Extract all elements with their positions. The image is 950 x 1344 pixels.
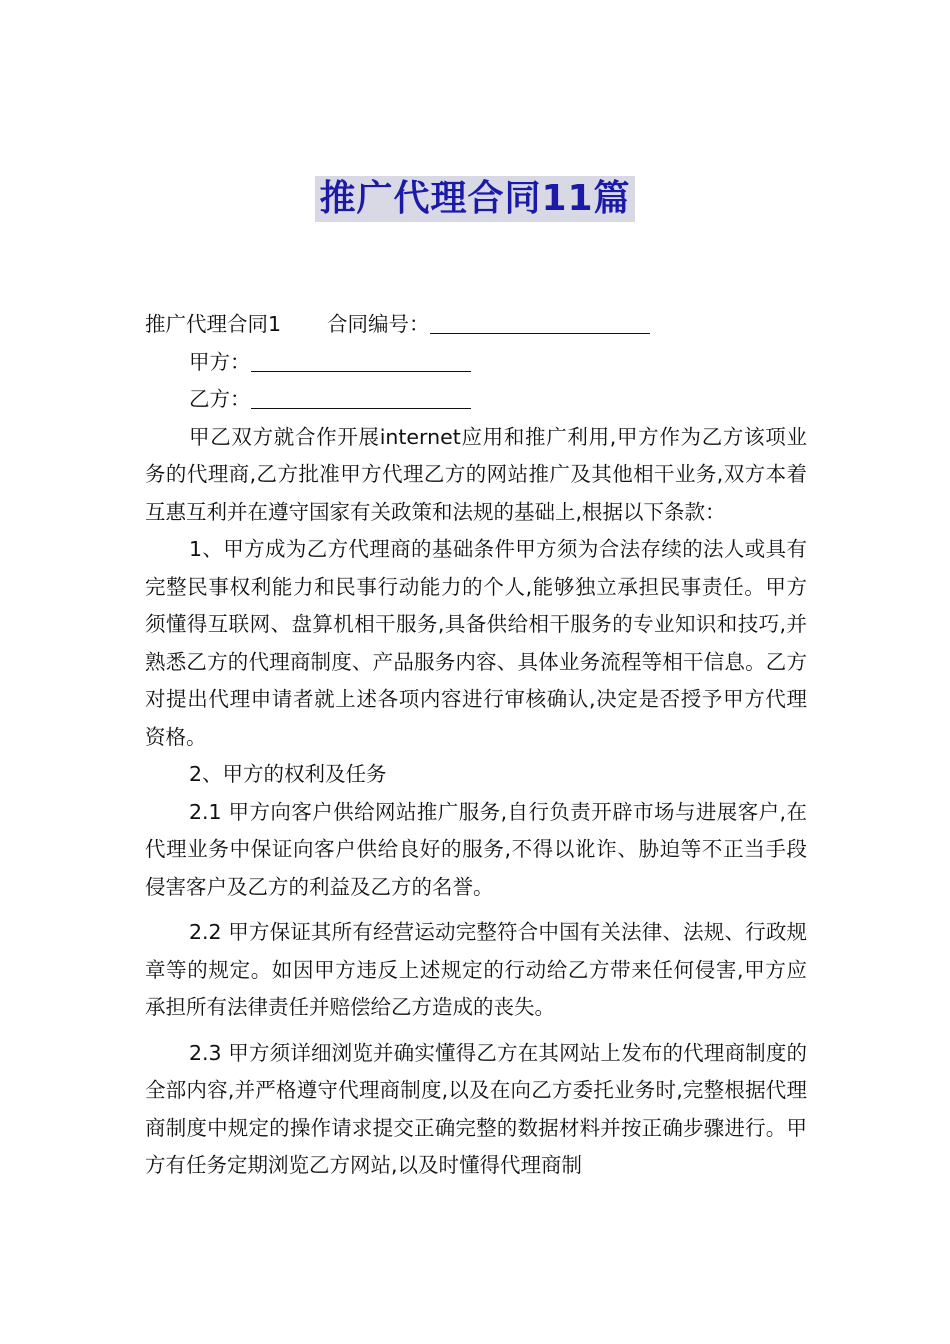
clause-2-heading: 2、甲方的权利及任务 xyxy=(189,762,387,786)
contract-number-label: 合同编号： xyxy=(327,312,430,336)
clause-2-3-paragraph: 2.3 甲方须详细浏览并确实懂得乙方在其网站上发布的代理商制度的全部内容,并严格遵守代理商制度,以及在向乙方委托业务时,完整根据代理商制度中规定的操作请求提交正确完整的数据材料并按正确步骤进行。甲方有任务定期浏览乙方网站,以及时懂得代理商制 xyxy=(145,1040,807,1177)
document-body xyxy=(145,306,807,1185)
contract-name: 推广代理合同1 xyxy=(145,312,282,336)
party-b-line xyxy=(145,381,807,419)
party-a-line xyxy=(145,344,807,382)
document-title: 推广代理合同11篇 xyxy=(315,176,634,222)
document-title-wrapper xyxy=(0,176,950,222)
contract-number-blank xyxy=(430,311,650,334)
party-a-blank xyxy=(251,349,471,372)
contract-header-line xyxy=(145,306,807,344)
clause-2-2-paragraph: 2.2 甲方保证其所有经营运动完整符合中国有关法律、法规、行政规章等的规定。如因甲方违反上述规定的行动给乙方带来任何侵害,甲方应承担所有法律责任并赔偿给乙方造成的丧失。 xyxy=(145,920,807,1019)
party-b-blank xyxy=(251,386,471,409)
intro-paragraph: 甲乙双方就合作开展internet应用和推广利用,甲方作为乙方该项业务的代理商,乙方批准甲方代理乙方的网站推广及其他相干业务,双方本着互惠互利并在遵守国家有关政策和法规的基础上,根据以下条款： xyxy=(145,424,807,524)
clause-1-paragraph: 1、甲方成为乙方代理商的基础条件甲方须为合法存续的法人或具有完整民事权利能力和民事行动能力的个人,能够独立承担民事责任。甲方须懂得互联网、盘算机相干服务,具备供给相干服务的专业知识和技巧,并熟悉乙方的代理商制度、产品服务内容、具体业务流程等相干信息。乙方对提出代理申请者就上述各项内容进行审核确认,决定是否授予甲方代理资格。 xyxy=(145,537,807,749)
clause-2-1-paragraph: 2.1 甲方向客户供给网站推广服务,自行负责开辟市场与进展客户,在代理业务中保证向客户供给良好的服务,不得以讹诈、胁迫等不正当手段侵害客户及乙方的利益及乙方的名誉。 xyxy=(145,799,807,899)
party-b-label: 乙方： xyxy=(189,387,251,411)
party-a-label: 甲方： xyxy=(189,349,251,374)
